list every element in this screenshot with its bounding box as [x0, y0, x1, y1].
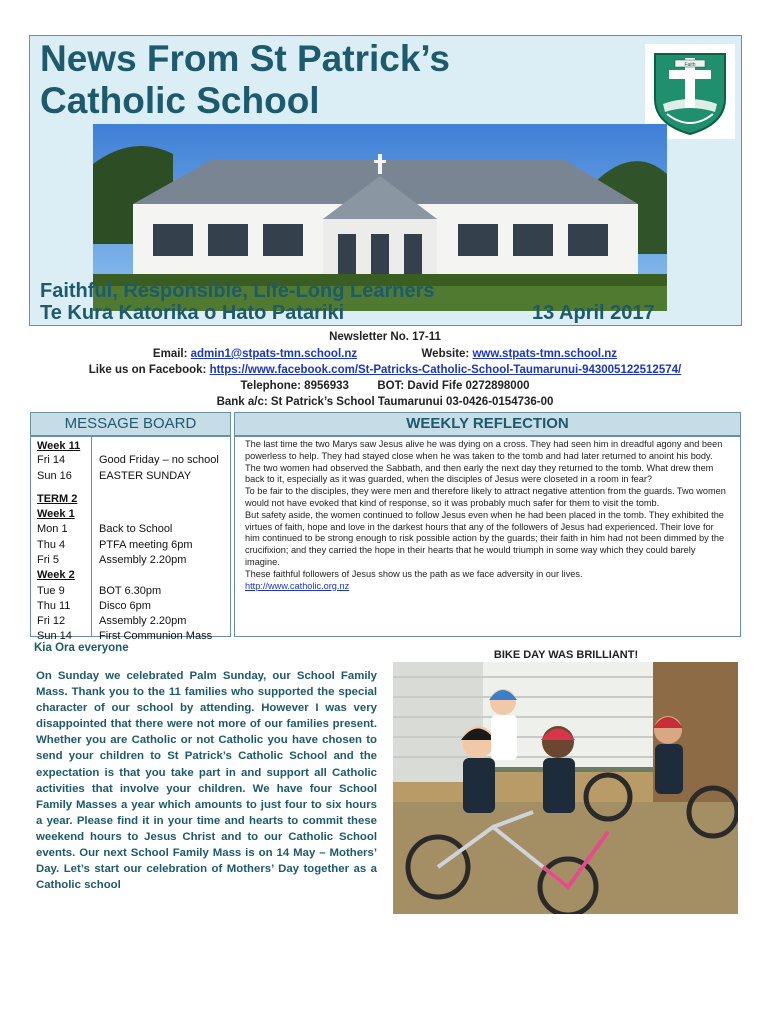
motto-maori: Te Kura Katorika o Hato Patariki — [40, 302, 345, 324]
message-board-day: Tue 9 — [37, 585, 65, 597]
message-board-event: Disco 6pm — [99, 600, 151, 612]
message-board-event: EASTER SUNDAY — [99, 470, 192, 482]
facebook-line — [0, 364, 770, 376]
reflection-paragraph-2: To be fair to the disciples, they were men and therefore likely to attract negative attention from the guards. Two women would not have evoked that kind of response, so it was probably much safer for them to visit the tomb. — [245, 486, 726, 508]
website-link[interactable]: www.stpats-tmn.school.nz — [472, 348, 618, 360]
message-board-day: Fri 12 — [37, 615, 66, 627]
catholic-org-link[interactable]: http://www.catholic.org.nz — [245, 580, 350, 591]
title-line-2: Catholic School — [40, 80, 320, 121]
message-board-event: Assembly 2.20pm — [99, 615, 187, 627]
motto-english: Faithful, Responsible, Life-Long Learners — [40, 280, 435, 302]
message-board-day: Fri 14 — [37, 454, 66, 466]
message-board-row — [37, 453, 229, 468]
message-board-event: Assembly 2.20pm — [99, 554, 187, 566]
reflection-paragraph-3: But safety aside, the women continued to follow Jesus even when he had been placed in the tomb. They exhibited the virtues of faith, hope and love in the darkest hours that any of the followers of Jesus had experienced. Their love for him continued to be strong enough to risk possible action by the guards; their faith in him had not been dimmed by the crucifixion; and they carried the hope in their hearts that he would triumph in some way which they could barely imagine. — [245, 509, 725, 567]
message-board-day: Thu 4 — [37, 539, 66, 551]
message-board-week-heading: Week 11 — [37, 440, 81, 452]
crest-word: Faith — [684, 62, 696, 68]
message-board-event: First Communion Mass — [99, 630, 213, 642]
facebook-label: Like us on Facebook: — [88, 364, 207, 376]
email-link[interactable]: admin1@stpats-tmn.school.nz — [190, 348, 358, 360]
message-board-row — [37, 553, 229, 568]
email-label: Email: — [152, 348, 188, 360]
message-board-row — [37, 507, 229, 522]
bike-day-photo — [393, 662, 738, 914]
title-line-1: News From St Patrick’s — [40, 38, 450, 79]
message-board-row — [37, 492, 229, 507]
bank-account-text: Bank a/c: St Patrick’s School Taumarunui 03-0426-0154736-00 — [216, 396, 554, 408]
weekly-reflection — [234, 436, 741, 637]
reflection-paragraph-4: These faithful followers of Jesus show us the path as we face adversity in our lives. — [245, 568, 583, 579]
message-board-event: BOT 6.30pm — [99, 585, 162, 597]
bot-text: BOT: David Fife 0272898000 — [377, 380, 530, 392]
message-board-row — [37, 584, 229, 599]
newsletter-header — [29, 35, 742, 326]
message-board-row — [37, 469, 229, 484]
bike-day-caption: BIKE DAY WAS BRILLIANT! — [493, 649, 639, 661]
message-board-row — [37, 568, 229, 583]
facebook-link[interactable]: https://www.facebook.com/St-Patricks-Catholic-School-Taumarunui-943005122512574/ — [209, 364, 682, 376]
website-label: Website: — [421, 348, 470, 360]
message-board-week-heading: Week 2 — [37, 569, 75, 581]
message-board-event: Good Friday – no school — [99, 454, 219, 466]
newsletter-number: Newsletter No. 17-11 — [329, 331, 441, 343]
newsletter-title — [40, 38, 450, 122]
reflection-paragraph-1: The last time the two Marys saw Jesus alive he was dying on a cross. They had seen him in dreadful agony and been powerless to help. They had stayed close when he was taken to the tomb and had later returned to anoint his body. The two women had observed the Sabbath, and then early the next day they returned to the tomb. What drew them back to it, especially as it was guarded, when the disciples of Jesus were closeted in a room in fear? — [245, 439, 723, 485]
message-board-row — [37, 522, 229, 537]
message-board-row — [37, 538, 229, 553]
message-board-day: Fri 5 — [37, 554, 59, 566]
message-board-row — [37, 599, 229, 614]
message-board-event: Back to School — [99, 523, 173, 535]
newsletter-date: 13 April 2017 — [532, 302, 655, 324]
telephone-text: Telephone: 8956933 — [240, 380, 349, 392]
phone-bot-line — [0, 380, 770, 392]
message-board-week-heading: TERM 2 — [37, 493, 78, 505]
message-board-week-heading: Week 1 — [37, 508, 75, 520]
message-board-heading: MESSAGE BOARD — [30, 412, 231, 436]
message-board-day: Sun 16 — [37, 470, 72, 482]
weekly-reflection-heading: WEEKLY REFLECTION — [234, 412, 741, 436]
message-board — [30, 436, 231, 642]
message-board-divider — [91, 436, 92, 637]
message-board-row — [37, 439, 229, 454]
message-board-day: Sun 14 — [37, 630, 72, 642]
letter-greeting: Kia Ora everyone — [34, 642, 129, 654]
message-board-day: Thu 11 — [37, 600, 71, 612]
message-board-day: Mon 1 — [37, 523, 68, 535]
message-board-row — [37, 614, 229, 629]
message-board-event: PTFA meeting 6pm — [99, 539, 193, 551]
principal-letter: On Sunday we celebrated Palm Sunday, our School Family Mass. Thank you to the 11 families who supported the special character of our school by attending. However I was very disappointed that there were not more of our families present. Whether you are Catholic or not Catholic you have chosen to send your children to St Patrick’s Catholic School and the expectation is that you take part in and support all Catholic activities that involve your children. We have four School Family Masses a year which amounts to just four to six hours a year. Please find it in your time and hearts to commit these weekend hours to Jesus Christ and to our Catholic School events. Our next School Family Mass is on 14 May – Mothers’ Day. Let’s start our celebration of Mothers’ Day together as a Catholic school — [36, 670, 377, 892]
email-website-line — [0, 348, 770, 360]
